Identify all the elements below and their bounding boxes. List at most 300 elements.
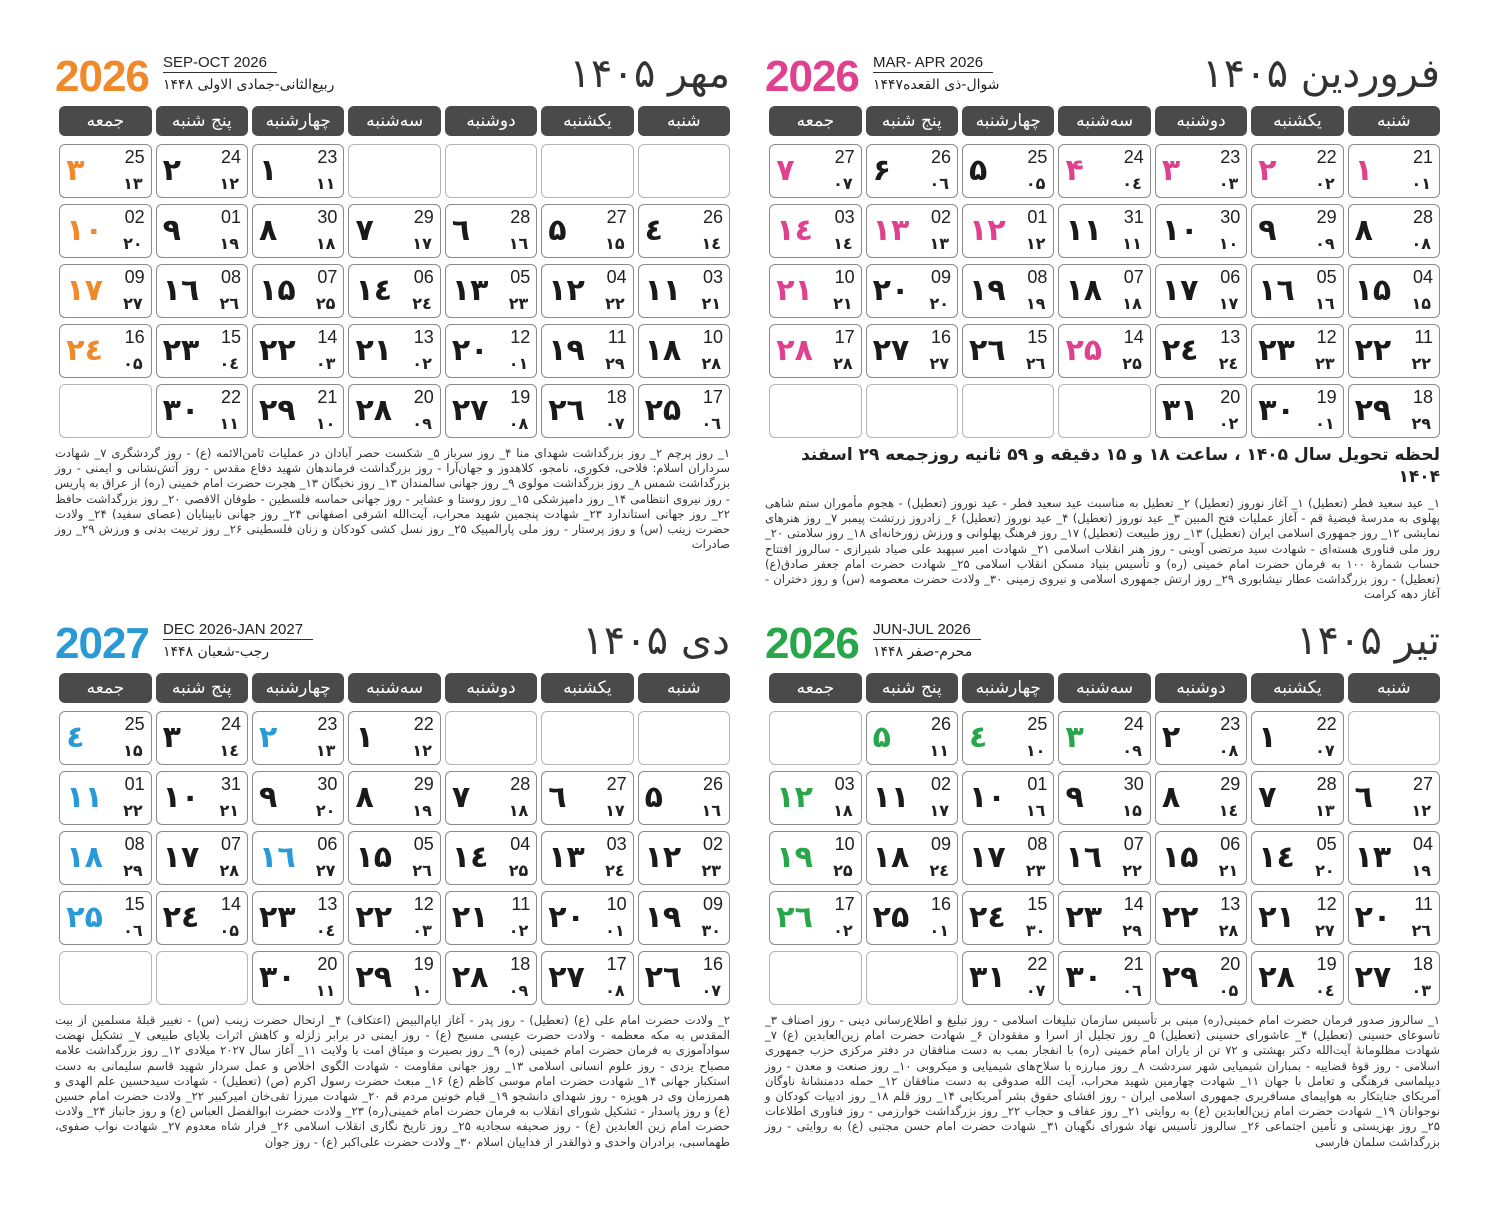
gregorian-day-number: 06 — [317, 834, 338, 854]
hijri-day-number: ۱۲ — [412, 741, 432, 760]
hijri-day-number: ۲۳ — [1315, 354, 1335, 373]
hijri-day-number: ۰۵ — [1218, 981, 1239, 1000]
gregorian-day-number: 25 — [124, 147, 145, 167]
day-cell — [156, 771, 248, 825]
hijri-day-number: ۲۰ — [929, 294, 950, 313]
hijri-day-number: ۱۰ — [1218, 234, 1239, 253]
empty-day-cell — [1058, 384, 1150, 438]
gregorian-day-number: 24 — [1123, 714, 1144, 734]
gregorian-day-number: 01 — [124, 774, 145, 794]
weekday-thu: پنج شنبه — [866, 106, 958, 136]
persian-day-number: ۲۱ — [451, 900, 489, 935]
gregorian-day-number: 06 — [1220, 834, 1241, 854]
persian-day-number: ۱۲ — [644, 840, 682, 875]
day-cell — [1348, 204, 1440, 258]
gregorian-day-number: 21 — [317, 387, 338, 407]
gregorian-day-number: 15 — [1027, 894, 1048, 914]
empty-day-cell — [866, 384, 958, 438]
hijri-day-number: ۱٦ — [1025, 801, 1046, 820]
day-cell — [252, 204, 344, 258]
hijri-day-number: ۰۹ — [412, 414, 432, 433]
hijri-day-number: ۰۳ — [1411, 981, 1431, 1000]
day-cell — [541, 891, 633, 945]
hijri-day-number: ۱۱ — [219, 414, 240, 433]
day-cell — [252, 264, 344, 318]
hijri-day-number: ۲۵ — [833, 861, 853, 880]
weekday-header — [55, 106, 730, 136]
day-cell — [1058, 831, 1150, 885]
persian-day-number: ۱۷ — [1161, 273, 1199, 308]
gregorian-day-number: 02 — [124, 207, 145, 227]
gregorian-day-number: 09 — [702, 894, 723, 914]
hijri-day-number: ۲۸ — [701, 354, 721, 373]
gregorian-day-number: 13 — [1220, 894, 1241, 914]
persian-day-number: ۹ — [1065, 780, 1084, 815]
day-cell — [1348, 891, 1440, 945]
weekday-wed: چهارشنبه — [962, 106, 1054, 136]
gregorian-day-number: 16 — [702, 954, 723, 974]
day-cell — [866, 891, 958, 945]
gregorian-day-number: 30 — [1123, 774, 1144, 794]
persian-day-number: ۲٤ — [66, 333, 103, 368]
hijri-day-number: ۰٦ — [1122, 981, 1142, 1000]
gregorian-day-number: 28 — [1316, 774, 1337, 794]
day-cell — [1251, 891, 1343, 945]
empty-day-cell — [445, 144, 537, 198]
day-cell — [252, 144, 344, 198]
persian-day-number: ۱۱ — [644, 273, 682, 308]
persian-day-number: ۲٦ — [776, 900, 813, 935]
hijri-range: محرم-صفر ۱۴۴۸ — [873, 644, 973, 660]
hijri-day-number: ۲۳ — [508, 294, 529, 313]
gregorian-day-number: 30 — [1220, 207, 1241, 227]
persian-day-number: ۱۵ — [1161, 840, 1199, 875]
persian-day-number: ۱۱ — [872, 780, 910, 815]
day-cell — [445, 324, 537, 378]
gregorian-day-number: 30 — [317, 774, 338, 794]
hijri-day-number: ۲۹ — [605, 354, 625, 373]
hijri-day-number: ۲٦ — [1025, 354, 1046, 373]
gregorian-day-number: 04 — [510, 834, 531, 854]
day-cell — [252, 891, 344, 945]
day-cell — [962, 771, 1054, 825]
day-cell — [1058, 324, 1150, 378]
hijri-day-number: ۲۸ — [219, 861, 240, 880]
hijri-day-number: ۰۸ — [605, 981, 625, 1000]
hijri-day-number: ۲۹ — [1122, 921, 1142, 940]
gregorian-day-number: 22 — [221, 387, 242, 407]
hijri-day-number: ۱۷ — [929, 801, 950, 820]
day-cell — [1058, 951, 1150, 1005]
persian-day-number: ۱٦ — [1258, 273, 1295, 308]
empty-day-cell — [866, 951, 958, 1005]
hijri-day-number: ۲۲ — [1122, 861, 1142, 880]
day-cell — [962, 711, 1054, 765]
day-cell — [1251, 264, 1343, 318]
gregorian-day-number: 04 — [606, 267, 627, 287]
persian-day-number: ۱۹ — [969, 273, 1006, 308]
persian-day-number: ۳۱ — [1161, 393, 1199, 428]
gregorian-day-number: 27 — [1412, 774, 1433, 794]
persian-day-number: ۲۲ — [1354, 333, 1392, 368]
persian-day-number: ۱۲ — [548, 273, 585, 308]
hijri-day-number: ۱٦ — [508, 234, 529, 253]
gregorian-day-number: 01 — [1027, 207, 1048, 227]
day-cell — [1348, 771, 1440, 825]
gregorian-day-number: 12 — [510, 327, 531, 347]
hijri-day-number: ۲۸ — [833, 354, 853, 373]
day-cell — [59, 711, 151, 765]
gregorian-day-number: 31 — [221, 774, 242, 794]
hijri-day-number: ۰٦ — [929, 174, 950, 193]
weekday-mon: دوشنبه — [445, 106, 537, 136]
hijri-day-number: ۱٦ — [701, 801, 721, 820]
day-cell — [348, 831, 440, 885]
gregorian-day-number: 19 — [510, 387, 531, 407]
gregorian-day-number: 11 — [511, 894, 531, 914]
day-cell — [1251, 144, 1343, 198]
persian-day-number: ۱۵ — [259, 273, 296, 308]
day-cell — [156, 204, 248, 258]
empty-day-cell — [1348, 711, 1440, 765]
gregorian-day-number: 23 — [317, 714, 338, 734]
day-cell — [541, 204, 633, 258]
persian-day-number: ۲۳ — [162, 333, 200, 368]
hijri-day-number: ۱۰ — [1025, 741, 1046, 760]
day-cell — [252, 831, 344, 885]
day-cell — [769, 831, 861, 885]
persian-day-number: ۱۹ — [644, 900, 682, 935]
day-cell — [1155, 264, 1247, 318]
gregorian-day-number: 02 — [931, 774, 952, 794]
persian-day-number: ۱۹ — [776, 840, 813, 875]
hijri-day-number: ۲۷ — [929, 354, 950, 373]
persian-day-number: ۹ — [162, 213, 181, 248]
persian-day-number: ۲۰ — [451, 333, 489, 368]
persian-day-number: ۱۲ — [969, 213, 1006, 248]
gregorian-day-number: 18 — [1412, 954, 1433, 974]
day-cell — [638, 264, 730, 318]
day-cell — [962, 204, 1054, 258]
day-cell — [59, 264, 151, 318]
gregorian-day-number: 26 — [702, 774, 723, 794]
day-cell — [866, 264, 958, 318]
month-tir — [765, 617, 1440, 1150]
gregorian-day-number: 17 — [702, 387, 723, 407]
month-title: تیر ۱۴۰۵ — [1296, 618, 1440, 664]
gregorian-day-number: 17 — [834, 327, 855, 347]
hijri-day-number: ۱٤ — [833, 234, 853, 253]
gregorian-day-number: 07 — [221, 834, 242, 854]
hijri-day-number: ۲۰ — [123, 234, 143, 253]
day-grid — [765, 144, 1440, 438]
hijri-day-number: ۲۱ — [1218, 861, 1239, 880]
weekday-sat: شنبه — [638, 673, 730, 703]
day-cell — [1155, 204, 1247, 258]
empty-day-cell — [638, 144, 730, 198]
day-cell — [1155, 831, 1247, 885]
gregorian-day-number: 08 — [1027, 267, 1048, 287]
persian-day-number: ۲٦ — [969, 333, 1006, 368]
day-cell — [1348, 384, 1440, 438]
weekday-tue: سه‌شنبه — [348, 106, 440, 136]
gregorian-day-number: 29 — [413, 774, 434, 794]
empty-day-cell — [541, 711, 633, 765]
persian-day-number: ۲۰ — [1354, 900, 1392, 935]
nowruz-moment: لحظه تحویل سال ۱۴۰۵ ، ساعت ۱۸ و ۱۵ دقیقه و ۵۹ ثانیه روزجمعه ۲۹ اسفند ۱۴۰۴ — [801, 445, 1440, 487]
gregorian-day-number: 22 — [1027, 954, 1048, 974]
hijri-day-number: ۲۹ — [1411, 414, 1431, 433]
gregorian-day-number: 17 — [834, 894, 855, 914]
hijri-day-number: ۱۲ — [1411, 801, 1431, 820]
persian-day-number: ۱۳ — [872, 213, 910, 248]
gregorian-day-number: 26 — [931, 147, 952, 167]
persian-day-number: ۵ — [969, 153, 988, 188]
day-cell — [1155, 711, 1247, 765]
persian-day-number: ۳۰ — [162, 393, 200, 428]
persian-day-number: ۲٤ — [1161, 333, 1199, 368]
month-title: فروردین ۱۴۰۵ — [1202, 51, 1440, 97]
gregorian-day-number: 19 — [1316, 387, 1337, 407]
day-cell — [638, 324, 730, 378]
persian-day-number: ۵ — [872, 720, 891, 755]
persian-day-number: ۱۱ — [1065, 213, 1103, 248]
empty-day-cell — [541, 144, 633, 198]
events-notes: ۱_ روز پرچم ۲_ روز بزرگداشت شهدای منا ۴_ روز سرباز ۵_ شکست حصر آبادان در عملیات ثامن‌الائمه (ع) - روز گردشگری ۷_ شهادت سرداران اسلام: فلاحی، فکوری، نامجو، کلاهدوز و جهان‌آرا - روز بزرگداشت فرماندهان شهید دفاع مقدس - روز آتش‌نشانی و ایمنی - روز بزرگداشت شمس ۸_ روز بزرگداشت مولوی ۹_ روز جهانی سالمندان ۱۳_ روز نخبگان ۱۳_ هجرت حضرت امام خمینی (ره) از عراق به پاریس - روز نیروی انتظامی ۱۴_ روز دامپزشکی ۱۵_ روز روستا و عشایر - روز جهانی حماسه فلسطین - طوفان الاقصی ۲۰_ روز بزرگداشت حافظ ۲۲_ روز جهانی استاندارد ۲۳_ شهادت پنجمین شهید محراب، آیت‌الله اشرفی اصفهانی ۲۴_ روز جهانی نابینایان (عصای سفید) ۲۴_ ولادت حضرت زینب (س) و روز پرستار - روز ملی پارالمپیک ۲۵_ روز نسل کشی کودکان و زنان فلسطینی ۲۶_ روز تربیت بدنی و ورزش ۲۹_ روز صادرات — [55, 446, 731, 552]
weekday-fri: جمعه — [769, 673, 861, 703]
weekday-wed: چهارشنبه — [252, 106, 344, 136]
hijri-day-number: ۱۱ — [929, 741, 950, 760]
persian-day-number: ۲۷ — [451, 393, 489, 428]
hijri-day-number: ۰۹ — [1315, 234, 1335, 253]
month-title: مهر ۱۴۰۵ — [569, 51, 730, 97]
persian-day-number: ۳۰ — [1065, 960, 1103, 995]
hijri-day-number: ۱٤ — [701, 234, 721, 253]
empty-day-cell — [769, 711, 861, 765]
hijri-day-number: ۱۵ — [605, 234, 625, 253]
gregorian-day-number: 02 — [931, 207, 952, 227]
hijri-day-number: ۰۷ — [833, 174, 853, 193]
hijri-day-number: ۲۳ — [1025, 861, 1046, 880]
gregorian-day-number: 13 — [1220, 327, 1241, 347]
hijri-day-number: ۰۲ — [1218, 414, 1239, 433]
hijri-day-number: ۰٤ — [315, 921, 336, 940]
gregorian-day-number: 05 — [1316, 834, 1337, 854]
day-cell — [348, 891, 440, 945]
hijri-day-number: ۱۱ — [1122, 234, 1142, 253]
gregorian-day-number: 16 — [124, 327, 145, 347]
hijri-day-number: ۲۷ — [315, 861, 336, 880]
hijri-day-number: ۱۰ — [315, 414, 336, 433]
weekday-fri: جمعه — [59, 673, 151, 703]
weekday-header — [765, 673, 1440, 703]
hijri-day-number: ۲۲ — [605, 294, 625, 313]
events-notes: ۲_ ولادت حضرت امام علی (ع) (تعطیل) - روز پدر - آغاز ایام‌البیض (اعتکاف) ۴_ ارتحال حضرت زینب (س) - تغییر قبلهٔ مسلمین از بیت المقدس به مکه معظمه - ولادت حضرت عیسی مسیح (ع) - روز ایمنی در برابر زلزله و کاهش اثرات بلایای طبیعی ۷_ تشکیل نهضت سوادآموزی به فرمان حضرت امام خمینی (ره) ۹_ روز بصیرت و میثاق امت با ولایت ۱۱_ آغاز سال ۲۰۲۷ میلادی ۱۲_ روز بزرگداشت علامه مصباح یزدی - روز علوم انسانی اسلامی ۱۳_ روز جهانی مقاومت - شهادت الگوی اخلاص و عمل سردار شهید قاسم سلیمانی به دست استکبار جهانی ۱۴_ شهادت حضرت امام موسی کاظم (ع) ۱۶_ مبعث حضرت رسول اکرم (ص) (تعطیل) - شهادت سیدحسین علم الهدی و همرزمان وی در هویزه - روز شهدای دانشجو ۱۹_ قیام خونین مردم قم ۲۰_ شهادت میرزا تقی‌خان امیرکبیر ۲۲_ ولادت حضرت امام حسین (ع) و روز پاسدار - تشکیل شورای انقلاب به فرمان حضرت امام خمینی(ره) ۲۳_ ولادت حضرت ابوالفضل العباس (ع) و روز جانباز ۲۴_ ولادت حضرت امام زین العابدین (ع) - روز صحیفه سجادیه ۲۵_ روز تاریخ نگاری انقلاب اسلامی ۲۶_ فرار شاه معدوم ۲۷_ شهادت نواب صفوی، طهماسبی، برادران واحدی و ذوالقدر از فداییان اسلام ۳۰_ ولادت حضرت علی‌اکبر (ع) - روز جوان — [55, 1013, 731, 1149]
hijri-day-number: ۳۰ — [701, 921, 721, 940]
hijri-day-number: ۰۳ — [412, 921, 432, 940]
hijri-day-number: ۰٦ — [701, 414, 721, 433]
day-cell — [1251, 384, 1343, 438]
hijri-day-number: ۱۸ — [508, 801, 529, 820]
gregorian-day-number: 31 — [1123, 207, 1144, 227]
persian-day-number: ۷ — [1258, 780, 1277, 815]
weekday-header — [55, 673, 730, 703]
persian-day-number: ۲۸ — [776, 333, 813, 368]
persian-day-number: ۳۰ — [1258, 393, 1295, 428]
day-cell — [156, 891, 248, 945]
hijri-day-number: ۲۸ — [1218, 921, 1239, 940]
persian-day-number: ۲۲ — [355, 900, 393, 935]
hijri-day-number: ۱۸ — [833, 801, 853, 820]
day-cell — [866, 711, 958, 765]
day-cell — [348, 771, 440, 825]
day-cell — [1155, 771, 1247, 825]
hijri-day-number: ۰۹ — [1122, 741, 1142, 760]
persian-day-number: ۴ — [1065, 153, 1084, 188]
month-header — [55, 617, 730, 673]
gregorian-day-number: 09 — [931, 267, 952, 287]
hijri-day-number: ۲۰ — [315, 801, 336, 820]
gregorian-day-number: 08 — [221, 267, 242, 287]
day-cell — [156, 324, 248, 378]
hijri-day-number: ۱٤ — [1218, 801, 1239, 820]
gregorian-day-number: 13 — [413, 327, 434, 347]
hijri-day-number: ۰۸ — [508, 414, 529, 433]
persian-day-number: ٤ — [969, 720, 988, 755]
day-cell — [156, 384, 248, 438]
gregorian-day-number: 27 — [834, 147, 855, 167]
persian-day-number: ۳ — [162, 720, 181, 755]
hijri-day-number: ۱۷ — [1218, 294, 1239, 313]
hijri-day-number: ۰۱ — [929, 921, 950, 940]
gregorian-day-number: 20 — [1220, 954, 1241, 974]
persian-day-number: ۲۵ — [1065, 333, 1103, 368]
day-cell — [445, 891, 537, 945]
day-cell — [541, 771, 633, 825]
hijri-day-number: ۲۱ — [833, 294, 853, 313]
month-farvardin — [765, 50, 1440, 602]
weekday-thu: پنج شنبه — [866, 673, 958, 703]
hijri-day-number: ۲۹ — [123, 861, 143, 880]
hijri-day-number: ۰۲ — [833, 921, 853, 940]
persian-day-number: ۲ — [1258, 153, 1277, 188]
day-cell — [769, 771, 861, 825]
day-cell — [1155, 951, 1247, 1005]
persian-day-number: ۱۸ — [872, 840, 910, 875]
persian-day-number: ۱ — [1258, 720, 1277, 755]
gregorian-day-number: 24 — [221, 714, 242, 734]
weekday-header — [765, 106, 1440, 136]
day-cell — [1155, 324, 1247, 378]
day-cell — [1058, 711, 1150, 765]
hijri-day-number: ۰٤ — [1315, 981, 1335, 1000]
gregorian-day-number: 18 — [606, 387, 627, 407]
persian-day-number: ۱۲ — [776, 780, 813, 815]
hijri-day-number: ۱۳ — [315, 741, 336, 760]
weekday-thu: پنج شنبه — [156, 673, 248, 703]
day-cell — [638, 831, 730, 885]
persian-day-number: ۱۰ — [162, 780, 200, 815]
day-cell — [541, 264, 633, 318]
persian-day-number: ۲۳ — [1065, 900, 1103, 935]
hijri-day-number: ۲۱ — [701, 294, 721, 313]
hijri-day-number: ۰٤ — [1122, 174, 1142, 193]
gregorian-day-number: 03 — [834, 774, 855, 794]
day-cell — [866, 831, 958, 885]
day-cell — [156, 264, 248, 318]
year-label: 2026 — [765, 619, 859, 668]
day-cell — [962, 264, 1054, 318]
hijri-day-number: ۰۱ — [1315, 414, 1335, 433]
hijri-day-number: ۱۷ — [605, 801, 625, 820]
weekday-mon: دوشنبه — [1155, 673, 1247, 703]
hijri-day-number: ۲٤ — [929, 861, 950, 880]
gregorian-day-number: 15 — [124, 894, 145, 914]
gregorian-day-number: 13 — [317, 894, 338, 914]
hijri-day-number: ۱۳ — [1315, 801, 1335, 820]
day-cell — [1251, 951, 1343, 1005]
gregorian-day-number: 10 — [606, 894, 627, 914]
day-cell — [59, 891, 151, 945]
hijri-day-number: ۰۸ — [1411, 234, 1431, 253]
persian-day-number: ۲۵ — [66, 900, 103, 935]
persian-day-number: ۲ — [259, 720, 278, 755]
persian-day-number: ۱۸ — [1065, 273, 1103, 308]
hijri-day-number: ۲۷ — [1315, 921, 1335, 940]
gregorian-day-number: 24 — [221, 147, 242, 167]
persian-day-number: ۲۳ — [1258, 333, 1295, 368]
day-cell — [445, 771, 537, 825]
persian-day-number: ۹ — [259, 780, 278, 815]
hijri-day-number: ۱۱ — [315, 174, 336, 193]
day-cell — [1058, 771, 1150, 825]
gregorian-day-number: 16 — [931, 894, 952, 914]
persian-day-number: ۱٦ — [1065, 840, 1103, 875]
gregorian-day-number: 06 — [413, 267, 434, 287]
gregorian-day-number: 26 — [931, 714, 952, 734]
day-cell — [1251, 771, 1343, 825]
persian-day-number: ۱۵ — [1354, 273, 1392, 308]
persian-day-number: ۲۱ — [1258, 900, 1295, 935]
persian-day-number: ۲۸ — [1258, 960, 1295, 995]
persian-day-number: ۸ — [355, 780, 374, 815]
hijri-day-number: ۰۲ — [412, 354, 432, 373]
hijri-day-number: ۰۷ — [1025, 981, 1046, 1000]
month-header — [765, 617, 1440, 673]
day-cell — [1348, 951, 1440, 1005]
day-cell — [348, 204, 440, 258]
persian-day-number: ۳۰ — [259, 960, 296, 995]
month-header — [55, 50, 730, 106]
persian-day-number: ۲۰ — [872, 273, 910, 308]
hijri-range: ربیع‌الثانی-جمادی الاولی ۱۴۴۸ — [163, 77, 335, 93]
hijri-day-number: ۲۵ — [1122, 354, 1142, 373]
day-cell — [962, 951, 1054, 1005]
hijri-day-number: ۰۳ — [315, 354, 336, 373]
persian-day-number: ۱٦ — [162, 273, 200, 308]
gregorian-range: SEP-OCT 2026 — [163, 54, 277, 73]
gregorian-day-number: 14 — [317, 327, 338, 347]
weekday-wed: چهارشنبه — [252, 673, 344, 703]
persian-day-number: ۲۹ — [1161, 960, 1199, 995]
persian-day-number: ۲٦ — [548, 393, 585, 428]
persian-day-number: ۵ — [548, 213, 567, 248]
gregorian-day-number: 20 — [413, 387, 434, 407]
persian-day-number: ۲ — [162, 153, 181, 188]
hijri-day-number: ۲٤ — [412, 294, 432, 313]
hijri-day-number: ۰۷ — [1315, 741, 1335, 760]
day-cell — [445, 831, 537, 885]
